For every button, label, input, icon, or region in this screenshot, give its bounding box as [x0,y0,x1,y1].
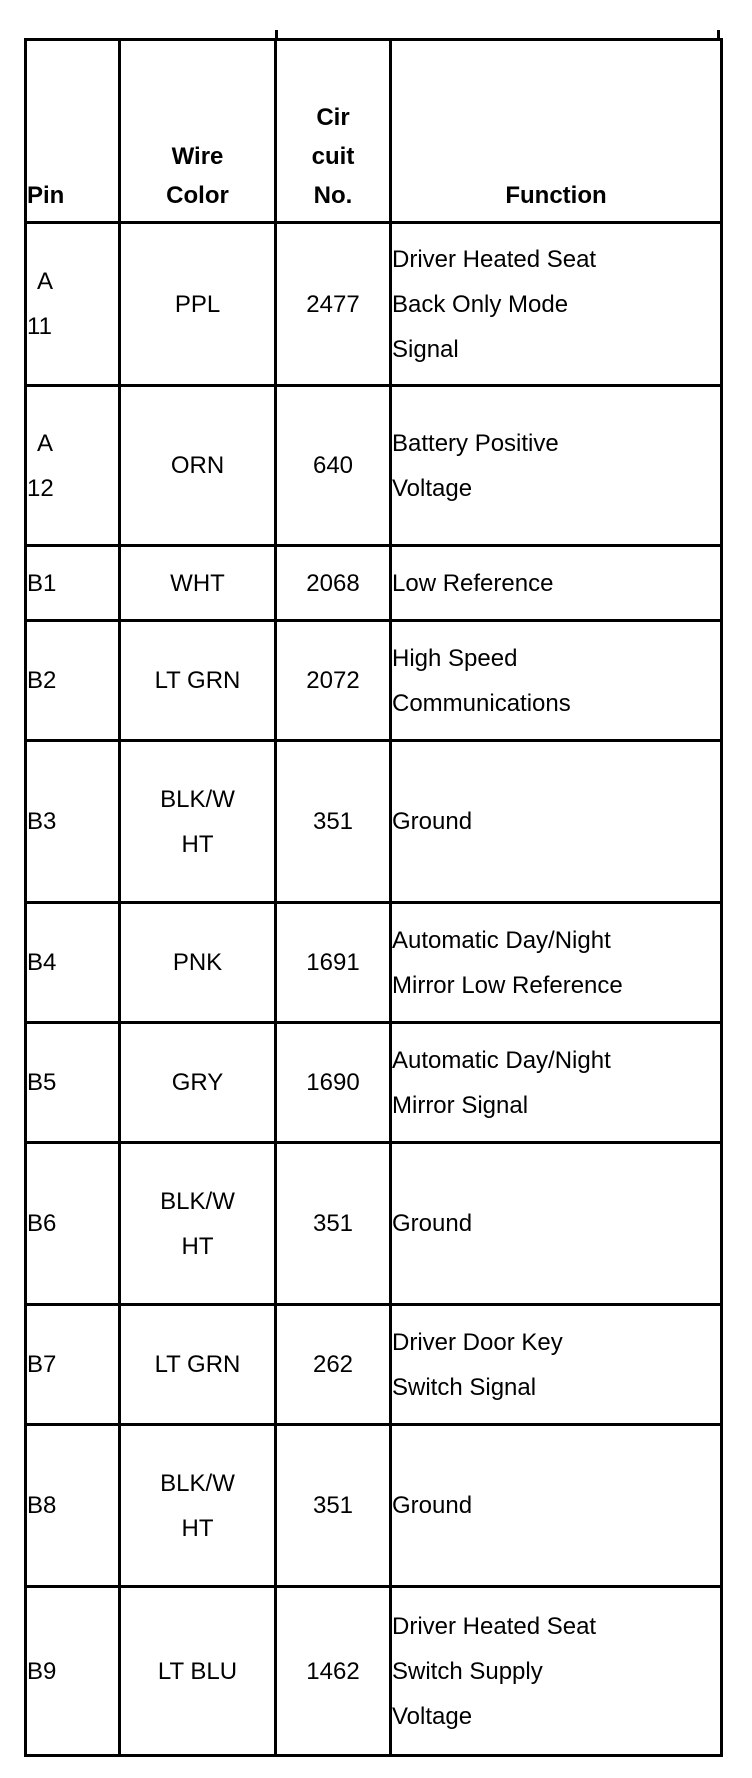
table-row [26,1587,722,1756]
table-row [26,1425,722,1587]
cell-wire-color [120,1143,276,1305]
cell-circuit-no: 1691 [276,903,391,1023]
cell-text-line: Driver Door Key [392,1328,563,1356]
cell-wire-color [120,1587,276,1756]
table-row [26,1143,722,1305]
cell-wire-color [120,741,276,903]
cell-wire-color [120,546,276,621]
cell-text-line: Voltage [392,474,473,502]
cell-text-line: B6 [27,1210,57,1237]
table-body [26,223,722,1756]
cell-text-line: Low Reference [392,569,554,597]
cell-function [391,546,722,621]
cell-text-line: Battery Positive [392,429,559,457]
cell-text-line: Voltage [392,1702,473,1730]
cell-text-line: ORN [170,452,225,479]
cell-pin [26,1143,120,1305]
cell-function [391,1143,722,1305]
table-row [26,903,722,1023]
cell-circuit-no: 351 [276,741,391,903]
cell-text-line: Ground [392,1492,473,1519]
cell-wire-color [120,621,276,741]
cell-pin [26,1587,120,1756]
header-function [391,40,722,223]
cell-text-line: Communications [392,689,571,717]
cell-wire-color [120,903,276,1023]
cell-pin [26,1305,120,1425]
cell-text-line: Wire [171,143,224,170]
cell-text-line: B3 [27,808,57,835]
cell-circuit-no: 1690 [276,1023,391,1143]
cell-wire-color [120,1425,276,1587]
cell-text-line: PNK [172,949,223,976]
cell-wire-color [120,1305,276,1425]
cell-text-line: cuit [311,143,355,170]
cell-pin [26,386,120,546]
cell-function [391,903,722,1023]
cell-function [391,1425,722,1587]
table-row [26,386,722,546]
cell-text-line: High Speed [392,644,518,672]
cell-wire-color [120,223,276,386]
cell-text-line: LT GRN [154,1351,241,1378]
cell-text-line: B7 [27,1351,57,1378]
table-row [26,223,722,386]
cell-function [391,386,722,546]
cell-pin [26,621,120,741]
cell-text-line: B4 [27,949,57,976]
cell-text-line: BLK/W [160,1187,235,1215]
cell-text-line: WHT [170,569,225,597]
cell-circuit-no: 1462 [276,1587,391,1756]
cell-text-line: B8 [27,1492,57,1519]
cell-text-line: HT [181,1514,214,1542]
cell-pin [26,903,120,1023]
table-row [26,1305,722,1425]
cell-text-line: Automatic Day/Night [392,1046,611,1074]
header-pin [26,40,120,223]
cell-text-line: Mirror Low Reference [392,971,623,999]
cell-function [391,1023,722,1143]
cell-function [391,1587,722,1756]
table-row [26,741,722,903]
cell-function [391,1305,722,1425]
cell-text-line: B1 [27,569,57,597]
cell-pin [26,1425,120,1587]
table-row [26,621,722,741]
cell-text-line: 12 [27,474,54,502]
pin-connector-table [24,38,723,1757]
cell-circuit-no: 2477 [276,223,391,386]
cell-text-line: HT [181,830,214,858]
cell-wire-color [120,1023,276,1143]
table-row [26,1023,722,1143]
cell-text-line: Switch Supply [392,1657,543,1685]
cell-circuit-no: 351 [276,1143,391,1305]
cell-text-line: 11 [27,313,52,340]
cell-text-line: A [37,429,54,457]
cell-text-line: GRY [171,1069,224,1096]
cell-text-line: Ground [392,808,473,835]
cell-text-line: A [37,268,54,295]
cell-text-line: B5 [27,1069,57,1096]
cell-pin [26,223,120,386]
cell-circuit-no: 640 [276,386,391,546]
cell-pin [26,741,120,903]
cell-text-line: Color [166,182,229,209]
cell-function [391,741,722,903]
cell-circuit-no: 351 [276,1425,391,1587]
cell-function [391,223,722,386]
cell-text-line: Signal [392,335,459,363]
cell-text-line: BLK/W [160,785,235,813]
cell-text-line: PPL [174,290,221,318]
cell-text-line: Driver Heated Seat [392,1612,597,1640]
cell-circuit-no: 262 [276,1305,391,1425]
cell-wire-color [120,386,276,546]
header-circuit-no [276,40,391,223]
cell-text-line: Driver Heated Seat [392,245,597,273]
cell-text-line: LT GRN [154,667,241,694]
cell-pin [26,546,120,621]
cell-text-line: HT [181,1232,214,1260]
cell-text-line: B2 [27,667,57,694]
cell-text-line: BLK/W [160,1469,235,1497]
table-row [26,546,722,621]
cell-text-line: Automatic Day/Night [392,926,611,954]
cell-text-line: Back Only Mode [392,290,569,318]
header-row [26,40,722,223]
cell-text-line: Pin [27,182,65,209]
cell-text-line: Function [505,182,607,209]
cell-function [391,621,722,741]
header-wire-color [120,40,276,223]
cell-circuit-no: 2072 [276,621,391,741]
cell-text-line: LT BLU [157,1657,238,1685]
cell-text-line: No. [313,182,353,209]
cell-text-line: Ground [392,1210,473,1237]
cell-text-line: Cir [316,104,350,131]
cell-text-line: B9 [27,1657,57,1685]
cell-text-line: Switch Signal [392,1373,537,1401]
cell-circuit-no: 2068 [276,546,391,621]
cell-text-line: Mirror Signal [392,1091,529,1119]
cell-pin [26,1023,120,1143]
